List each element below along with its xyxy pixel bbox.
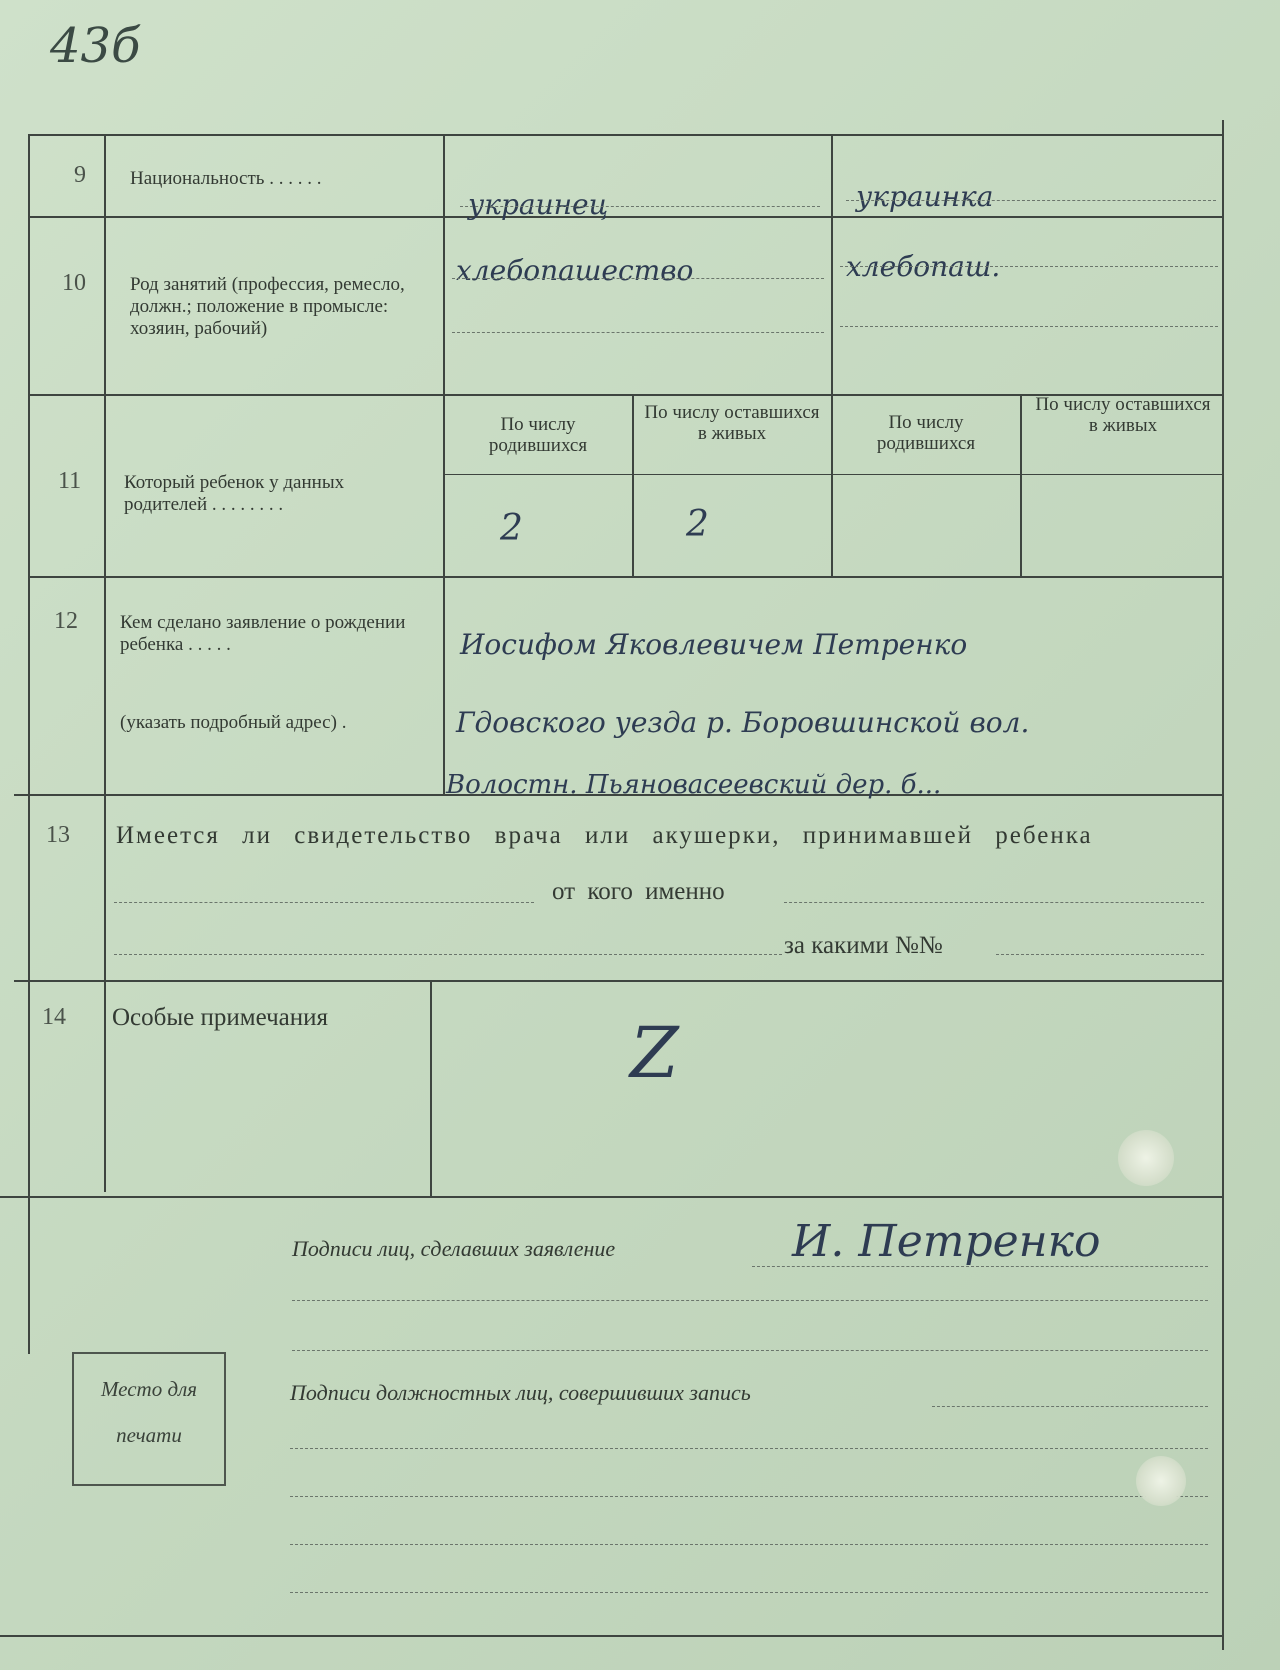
row11-subcol-1 <box>632 396 634 576</box>
row-11-head-3: По числу родившихся <box>876 412 976 454</box>
applicants-signature-value: И. Петренко <box>792 1216 1101 1267</box>
sig-line-4 <box>932 1406 1208 1407</box>
row-13-label: Имеется ли свидетельство врача или акушерки, принимавшей ребенка <box>116 822 1093 849</box>
row-10-mother-value: хлебопаш. <box>846 250 1001 283</box>
row-10-number: 10 <box>62 270 86 296</box>
row-10-father-value: хлебопашество <box>456 254 694 287</box>
table-right-border <box>1222 120 1224 1650</box>
row-13-line-2 <box>784 902 1204 903</box>
row-12-line-3: Волостн. Пьяновасеевский дер. б... <box>446 770 942 800</box>
row-10-line-2 <box>840 266 1218 267</box>
sig-line-5 <box>290 1448 1208 1449</box>
table-mid-col-border <box>831 134 833 578</box>
row-12-line-1: Иосифом Яковлевичем Петренко <box>460 628 968 661</box>
sig-line-7 <box>290 1544 1208 1545</box>
row-11-head-1: По числу родившихся <box>488 414 588 456</box>
sig-line-2 <box>292 1300 1208 1301</box>
table-num-col-border <box>104 134 106 1192</box>
paper-hole-2 <box>1136 1456 1186 1506</box>
sig-line-3 <box>292 1350 1208 1351</box>
row-10-line-4 <box>840 326 1218 327</box>
row11-subcol-3 <box>1020 396 1022 576</box>
table-left-border <box>28 134 30 1354</box>
row11-subhead-bottom <box>443 474 1223 475</box>
row-12-line-2: Гдовского уезда р. Боровшинской вол. <box>456 706 1030 739</box>
row14-col <box>430 982 432 1196</box>
stamp-label-2: печати <box>116 1423 182 1447</box>
paper-hole-1 <box>1118 1130 1174 1186</box>
row-9-label: Национальность . . . . . . <box>130 168 322 189</box>
row-11-bottom <box>28 576 1224 578</box>
sig-line-6 <box>290 1496 1208 1497</box>
stamp-label-1: Место для <box>100 1377 198 1401</box>
row-10-label: Род занятий (профессия, ремесло, должн.; положение в промысле: хозяин, рабочий) <box>130 274 405 339</box>
row-13-label-2: от кого именно <box>552 878 725 905</box>
row-9-bottom <box>28 216 1224 218</box>
officials-signature-label: Подписи должностных лиц, совершивших запись <box>290 1380 751 1405</box>
row-12-sublabel: (указать подробный адрес) . <box>120 712 347 733</box>
row-9-number: 9 <box>74 162 86 188</box>
sig-line-8 <box>290 1592 1208 1593</box>
table-top-border <box>28 134 1224 136</box>
page-number: 43б <box>50 18 141 74</box>
row-11-head-2: По числу оставшихся в живых <box>644 402 820 444</box>
applicants-signature-label: Подписи лиц, сделавших заявление <box>292 1236 616 1261</box>
stamp-placeholder-box <box>72 1352 226 1486</box>
row-9-line-1 <box>460 206 820 207</box>
row-14-number: 14 <box>42 1004 66 1030</box>
row-13-number: 13 <box>46 822 70 848</box>
row-10-line-3 <box>452 332 824 333</box>
row-10-line-1 <box>452 278 824 279</box>
page-bottom-line <box>0 1635 1224 1637</box>
row-11-value-1: 2 <box>500 508 523 549</box>
row-11-value-2: 2 <box>686 504 709 545</box>
row-9-mother-value: украинка <box>856 180 994 213</box>
row-11-number: 11 <box>58 468 82 494</box>
row-13-label-3: за какими №№ <box>784 932 943 959</box>
row-14-bottom <box>0 1196 1224 1198</box>
row-14-label: Особые примечания <box>112 1004 328 1031</box>
table-label-col-border <box>443 134 445 794</box>
row-13-line-3 <box>114 954 782 955</box>
row-14-value: Z <box>630 1012 679 1094</box>
row-13-line-1 <box>114 902 534 903</box>
row-11-head-4: По числу оставшихся в живых <box>1035 394 1211 436</box>
row-12-label: Кем сделано заявление о рождении ребенка . . . . . <box>120 612 406 655</box>
row-9-father-value: украинец <box>468 188 609 221</box>
row-12-number: 12 <box>54 608 78 634</box>
row-11-label: Который ребенок у данных родителей . . . . . . . . <box>124 472 345 515</box>
row-13-line-4 <box>996 954 1204 955</box>
sig-line-1 <box>752 1266 1208 1267</box>
row-13-bottom <box>14 980 1224 982</box>
row-9-line-2 <box>846 200 1216 201</box>
